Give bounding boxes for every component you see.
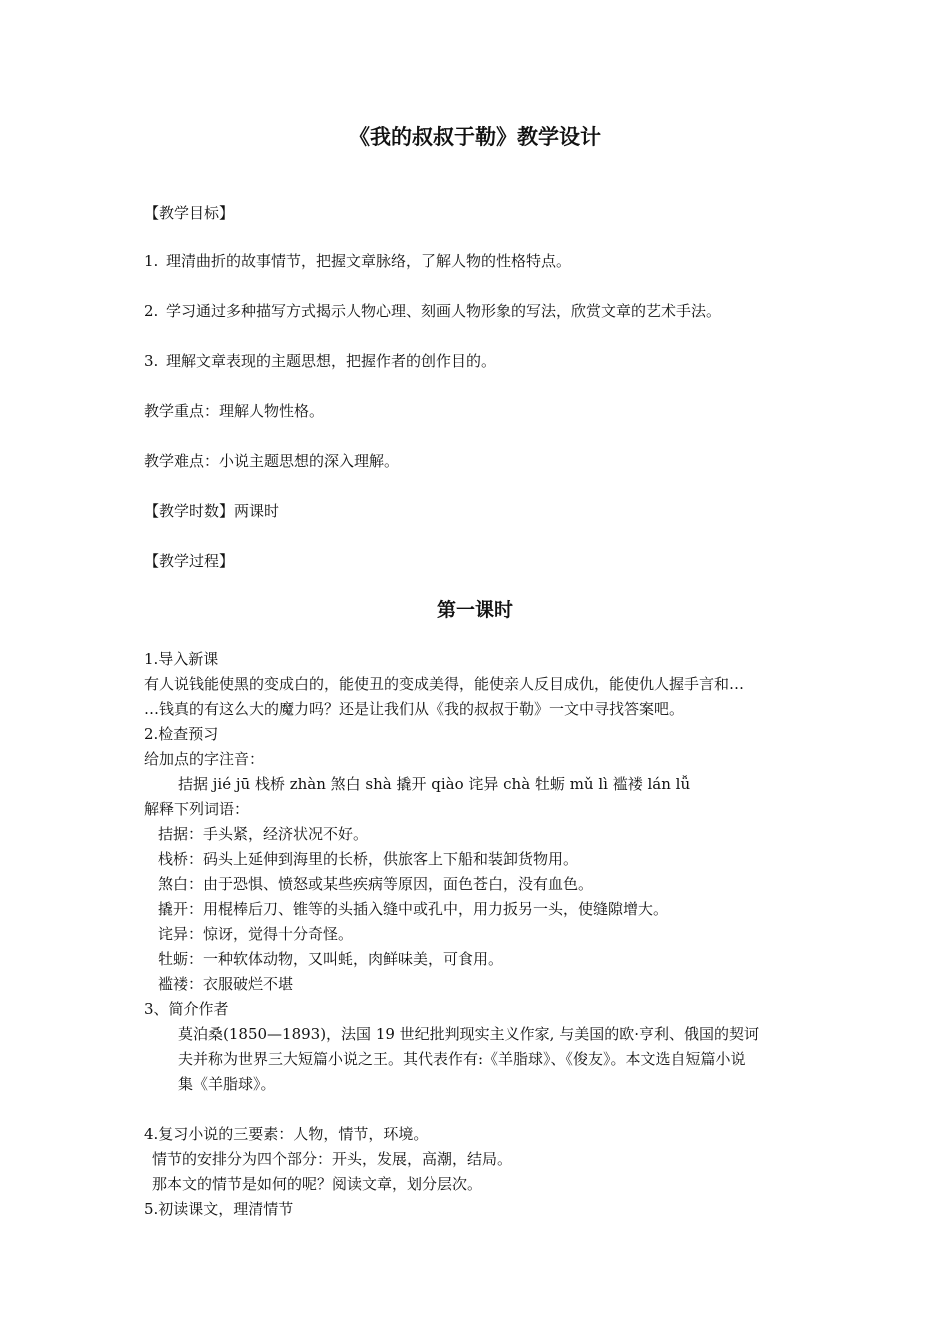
objective-text: 学习通过多种描写方式揭示人物心理、刻画人物形象的写法，欣赏文章的艺术手法。 — [166, 302, 722, 320]
objective-number: 1. — [144, 252, 159, 270]
vocab-item: 拮据：手头紧，经济状况不好。 — [158, 825, 369, 843]
paragraph-line: 集《羊脂球》。 — [178, 1075, 276, 1093]
paragraph-line: …钱真的有这么大的魔力吗？还是让我们从《我的叔叔于勒》一文中寻找答案吧。 — [144, 700, 685, 718]
paragraph-line: 夫并称为世界三大短篇小说之王。其代表作有:《羊脂球》、《俊友》。本文选自短篇小说 — [178, 1050, 746, 1068]
vocab-item: 栈桥：码头上延伸到海里的长桥，供旅客上下船和装卸货物用。 — [158, 850, 579, 868]
section-heading: 4.复习小说的三要素：人物，情节，环境。 — [144, 1125, 429, 1143]
objective-text: 理解文章表现的主题思想，把握作者的创作目的。 — [166, 352, 497, 370]
objective-text: 理清曲折的故事情节，把握文章脉络，了解人物的性格特点。 — [166, 252, 572, 270]
teaching-hours: 【教学时数】两课时 — [144, 502, 280, 520]
paragraph-line: 莫泊桑(1850—1893)，法国 19 世纪批判现实主义作家, 与美国的欧·亨利、俄国的契诃 — [178, 1025, 759, 1043]
objective-item — [144, 251, 571, 271]
paragraph-line: 有人说钱能使黑的变成白的，能使丑的变成美得，能使亲人反目成仇，能使仇人握手言和… — [144, 675, 745, 693]
difficulty: 教学难点：小说主题思想的深入理解。 — [144, 452, 400, 470]
section-heading: 5.初读课文，理清情节 — [144, 1200, 294, 1218]
section-heading: 1.导入新课 — [144, 650, 219, 668]
process-heading: 【教学过程】 — [144, 552, 235, 570]
lesson-heading: 第一课时 — [436, 599, 513, 621]
objective-item — [144, 301, 721, 321]
objective-number: 3. — [144, 352, 159, 370]
vocab-item: 褴褛：衣服破烂不堪 — [158, 975, 294, 993]
key-point: 教学重点：理解人物性格。 — [144, 402, 325, 420]
pinyin-label: 给加点的字注音： — [144, 750, 265, 768]
vocab-label: 解释下列词语： — [144, 800, 250, 818]
pinyin-line: 拮据 jié jū 栈桥 zhàn 煞白 shà 撬开 qiào 诧异 chà 牡蛎 mǔ lì 褴褛 lán lǚ — [178, 775, 691, 793]
objective-item — [144, 351, 496, 371]
objectives-heading: 【教学目标】 — [144, 204, 235, 222]
paragraph-line: 那本文的情节是如何的呢？阅读文章，划分层次。 — [152, 1175, 483, 1193]
vocab-item: 煞白：由于恐惧、愤怒或某些疾病等原因，面色苍白，没有血色。 — [158, 875, 594, 893]
objective-number: 2. — [144, 302, 159, 320]
vocab-item: 牡蛎：一种软体动物，又叫蚝，肉鲜味美，可食用。 — [158, 950, 504, 968]
section-heading: 2.检查预习 — [144, 725, 219, 743]
paragraph-line: 情节的安排分为四个部分：开头，发展，高潮，结局。 — [152, 1150, 513, 1168]
vocab-item: 诧异：惊讶，觉得十分奇怪。 — [158, 925, 354, 943]
vocab-item: 撬开：用棍棒后刀、锥等的头插入缝中或孔中，用力扳另一头，使缝隙增大。 — [158, 900, 669, 918]
section-heading: 3、简介作者 — [144, 1000, 229, 1018]
document-title: 《我的叔叔于勒》教学设计 — [349, 124, 601, 149]
